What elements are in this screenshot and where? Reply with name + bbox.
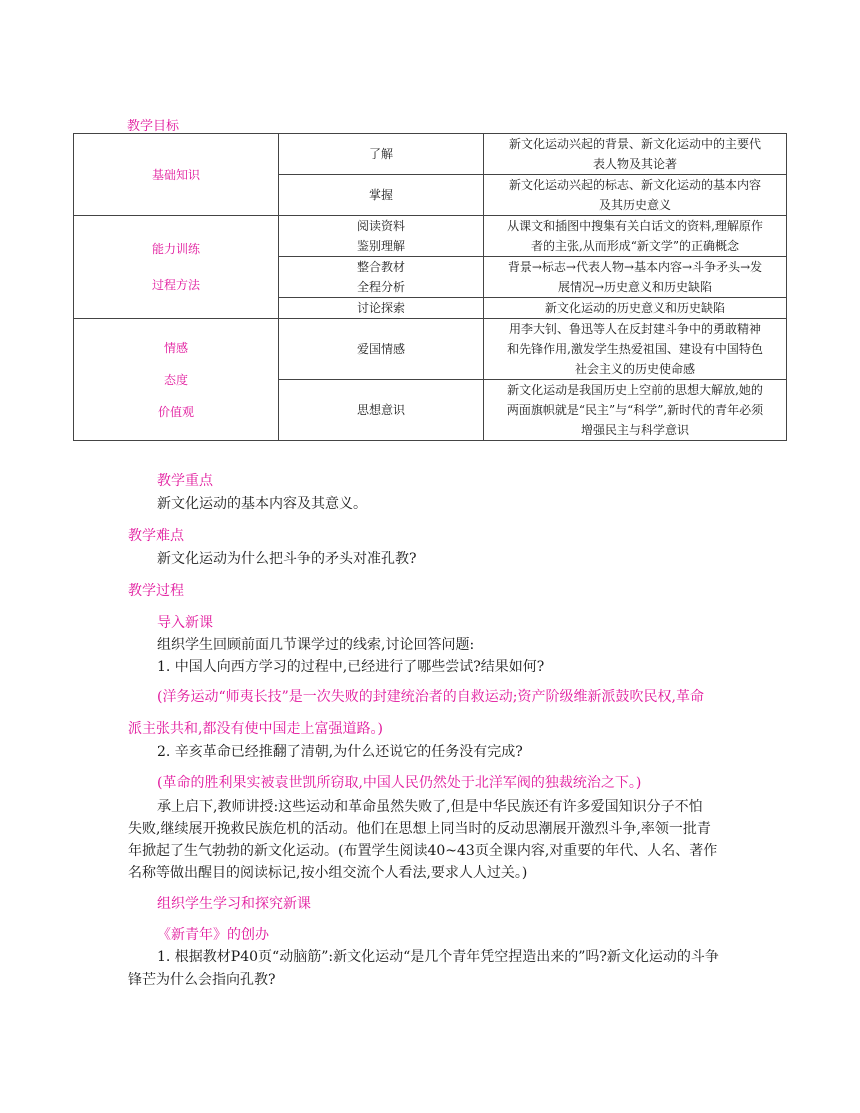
- item-reading: 阅读资料 鉴别理解: [279, 216, 484, 257]
- answer-2: (革命的胜利果实被袁世凯所窃取,中国人民仍然处于北洋军阀的独裁统治之下。): [157, 775, 642, 791]
- item-master: 掌握: [279, 175, 484, 216]
- item-ideology: 思想意识: [279, 380, 484, 441]
- goals-title: 教学目标: [127, 119, 180, 134]
- goals-table: [73, 133, 787, 441]
- question-2: 2. 辛亥革命已经推翻了清朝,为什么还说它的任务没有完成?: [157, 744, 523, 760]
- process-heading: 教学过程: [128, 583, 184, 599]
- transition-line-2: 失败,继续展开挽救民族危机的活动。他们在思想上同当时的反动思潮展开激烈斗争,率领一批青: [128, 821, 711, 837]
- key-point-heading: 教学重点: [157, 473, 213, 489]
- content-understand: 新文化运动兴起的背景、新文化运动中的主要代 表人物及其论著: [484, 134, 787, 175]
- question-1: 1. 中国人向西方学习的过程中,已经进行了哪些尝试?结果如何?: [157, 659, 545, 675]
- intro-heading: 导入新课: [157, 615, 213, 631]
- content-discuss: 新文化运动的历史意义和历史缺陷: [484, 298, 787, 319]
- item-understand: 了解: [279, 134, 484, 175]
- answer-1-line-2: 派主张共和,都没有使中国走上富强道路。): [128, 721, 383, 737]
- content-reading: 从课文和插图中搜集有关白话文的资料,理解原作 者的主张,从而形成“新文学”的正确概念: [484, 216, 787, 257]
- content-ideology: 新文化运动是我国历史上空前的思想大解放,她的 两面旗帜就是“民主”与“科学”,新时代的青年必须 增强民主与科学意识: [484, 380, 787, 441]
- answer-1-line-1: (洋务运动“师夷长技”是一次失败的封建统治者的自救运动;资产阶级维新派鼓吹民权,革命: [157, 689, 704, 705]
- question-3-line-2: 锋芒为什么会指向孔教?: [128, 972, 276, 988]
- difficulty-text: 新文化运动为什么把斗争的矛头对准孔教?: [157, 551, 417, 567]
- item-discuss: 讨论探索: [279, 298, 484, 319]
- content-master: 新文化运动兴起的标志、新文化运动的基本内容 及其历史意义: [484, 175, 787, 216]
- item-patriotism: 爱国情感: [279, 319, 484, 380]
- question-3-line-1: 1. 根据教材P40页“动脑筋”:新文化运动“是几个青年凭空捏造出来的”吗?新文化运动的斗争: [157, 949, 719, 965]
- transition-line-4: 名称等做出醒目的阅读标记,按小组交流个人看法,要求人人过关。): [128, 865, 528, 881]
- content-integrate: 背景→标志→代表人物→基本内容→斗争矛头→发 展情况→历史意义和历史缺陷: [484, 257, 787, 298]
- content-patriotism: 用李大钊、鲁迅等人在反封建斗争中的勇敢精神 和先锋作用,激发学生热爱祖国、建设有中国特色 社会主义的历史使命感: [484, 319, 787, 380]
- category-ability: 能力训练 过程方法: [74, 216, 279, 319]
- transition-line-3: 年掀起了生气勃勃的新文化运动。(布置学生阅读40~43页全课内容,对重要的年代、人名、著作: [128, 843, 718, 859]
- item-integrate: 整合教材 全程分析: [279, 257, 484, 298]
- intro-text: 组织学生回顾前面几节课学过的线索,讨论回答问题:: [157, 637, 475, 653]
- category-emotion: 情感 态度 价值观: [74, 319, 279, 441]
- difficulty-heading: 教学难点: [128, 528, 184, 544]
- transition-line-1: 承上启下,教师讲授:这些运动和革命虽然失败了,但是中华民族还有许多爱国知识分子不怕: [157, 799, 703, 815]
- key-point-text: 新文化运动的基本内容及其意义。: [157, 496, 367, 512]
- category-foundation: 基础知识: [74, 134, 279, 216]
- subsection-heading: 《新青年》的创办: [157, 927, 269, 943]
- study-heading: 组织学生学习和探究新课: [157, 896, 311, 912]
